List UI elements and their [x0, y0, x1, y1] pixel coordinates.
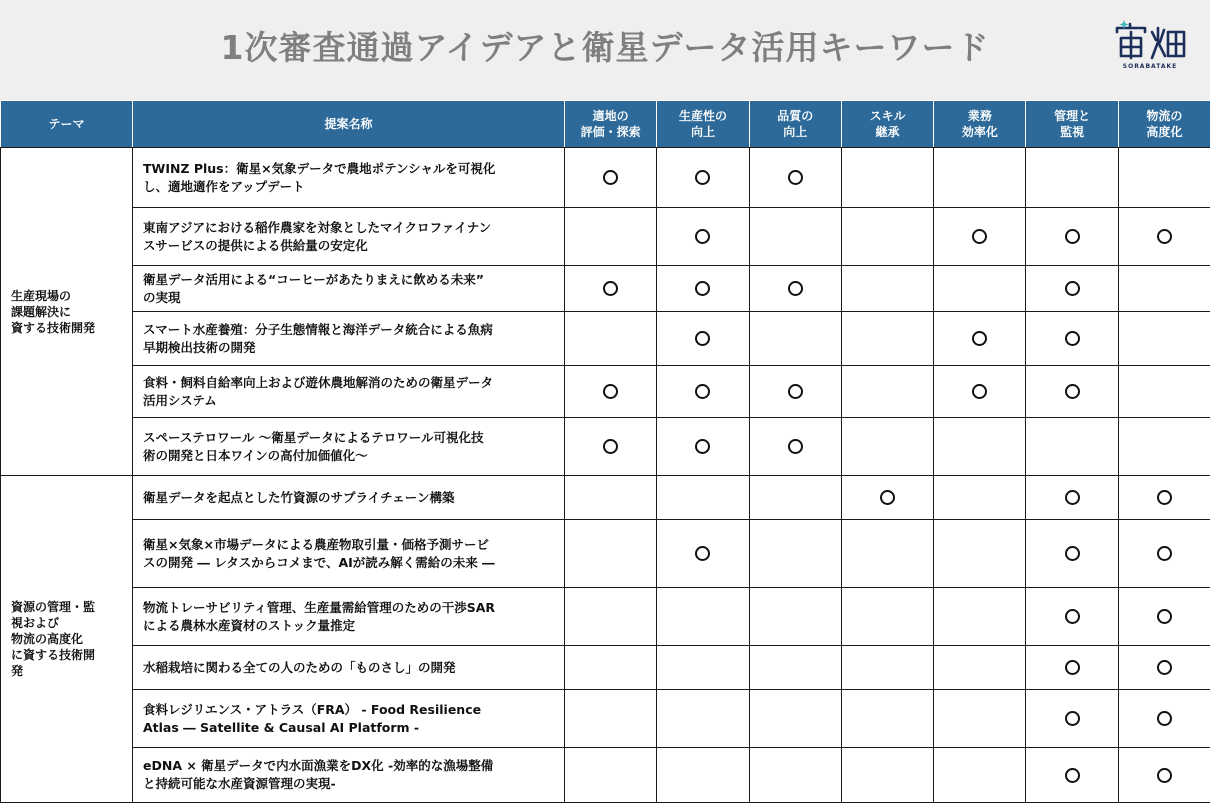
- circle-mark-icon: [695, 229, 710, 244]
- header-keyword: スキル 継承: [841, 101, 933, 148]
- circle-mark-icon: [788, 281, 803, 296]
- keyword-cell: [565, 646, 657, 690]
- keyword-cell: [657, 418, 749, 476]
- keyword-cell: [841, 266, 933, 312]
- proposal-name: TWINZ Plus：衛星×気象データで農地ポテンシャルを可視化: [143, 160, 496, 176]
- table-row: [1, 208, 1210, 266]
- table-row: [1, 646, 1210, 690]
- keyword-cell: [565, 312, 657, 366]
- theme-label: 発: [11, 664, 24, 678]
- keyword-cell: [1026, 418, 1118, 476]
- theme-label: に資する技術開: [11, 648, 96, 662]
- proposal-name-cell: [133, 366, 565, 418]
- theme-label: 資源の管理・監: [11, 600, 96, 614]
- keyword-cell: [749, 366, 841, 418]
- circle-mark-icon: [1157, 546, 1172, 561]
- circle-mark-icon: [880, 490, 895, 505]
- keyword-cell: [934, 418, 1026, 476]
- table-row: [1, 266, 1210, 312]
- proposal-name: 食料・飼料自給率向上および遊休農地解消のための衛星データ: [143, 374, 494, 390]
- circle-mark-icon: [1157, 768, 1172, 783]
- sorabatake-logo-icon: [1112, 18, 1188, 62]
- theme-cell: [1, 476, 133, 803]
- table-row: [1, 366, 1210, 418]
- keyword-cell: [934, 148, 1026, 208]
- keyword-cell: [749, 266, 841, 312]
- proposal-name: と持続可能な水産資源管理の実現-: [143, 776, 336, 791]
- proposal-name: スの開発 ― レタスからコメまで、AIが読み解く需給の未来 ―: [143, 554, 495, 570]
- circle-mark-icon: [1157, 609, 1172, 624]
- proposal-name: 衛星データを起点とした竹資源のサプライチェーン構築: [143, 489, 455, 505]
- proposal-name: の実現: [143, 289, 181, 305]
- circle-mark-icon: [972, 229, 987, 244]
- proposal-name: スペーステロワール ～衛星データによるテロワール可視化技: [143, 429, 484, 445]
- keyword-cell: [841, 690, 933, 748]
- circle-mark-icon: [788, 384, 803, 399]
- keyword-cell: [749, 208, 841, 266]
- circle-mark-icon: [1157, 229, 1172, 244]
- proposal-name: 水稲栽培に関わる全ての人のための「ものさし」の開発: [143, 659, 456, 675]
- keyword-cell: [749, 520, 841, 588]
- keyword-cell: [841, 588, 933, 646]
- proposal-name-cell: [133, 646, 565, 690]
- circle-mark-icon: [695, 384, 710, 399]
- keyword-cell: [1026, 476, 1118, 520]
- circle-mark-icon: [695, 439, 710, 454]
- proposal-name: し、適地適作をアップデート: [143, 178, 305, 194]
- keyword-cell: [565, 748, 657, 803]
- keyword-cell: [1118, 366, 1210, 418]
- table-body: [1, 148, 1210, 803]
- keyword-cell: [1026, 148, 1118, 208]
- page-header: [0, 0, 1210, 100]
- circle-mark-icon: [972, 331, 987, 346]
- keyword-cell: [749, 476, 841, 520]
- theme-label: 物流の高度化: [11, 632, 84, 646]
- circle-mark-icon: [695, 331, 710, 346]
- proposal-name: 早期検出技術の開発: [143, 339, 256, 355]
- circle-mark-icon: [1157, 711, 1172, 726]
- keyword-cell: [657, 588, 749, 646]
- keyword-cell: [934, 266, 1026, 312]
- keyword-cell: [841, 312, 933, 366]
- keyword-cell: [565, 208, 657, 266]
- keyword-cell: [1026, 520, 1118, 588]
- theme-label: 視および: [11, 616, 60, 630]
- keyword-cell: [934, 312, 1026, 366]
- header-keyword: 物流の 高度化: [1118, 101, 1210, 148]
- keyword-cell: [657, 312, 749, 366]
- proposal-name: 衛星データ活用による“コーヒーがあたりまえに飲める未来”: [143, 271, 484, 287]
- proposal-name: 東南アジアにおける稲作農家を対象としたマイクロファイナン: [143, 219, 492, 235]
- circle-mark-icon: [695, 546, 710, 561]
- keyword-cell: [1026, 208, 1118, 266]
- keyword-cell: [1118, 148, 1210, 208]
- keyword-cell: [657, 748, 749, 803]
- keyword-cell: [841, 148, 933, 208]
- circle-mark-icon: [695, 170, 710, 185]
- circle-mark-icon: [603, 439, 618, 454]
- proposal-name: eDNA × 衛星データで内水面漁業をDX化 -効率的な漁場整備: [143, 758, 494, 773]
- keyword-cell: [565, 366, 657, 418]
- keyword-cell: [1118, 312, 1210, 366]
- keyword-cell: [1118, 748, 1210, 803]
- ideas-keyword-table: [0, 100, 1210, 803]
- circle-mark-icon: [603, 281, 618, 296]
- table-header-row: [1, 101, 1210, 148]
- proposal-name: による農林水産資材のストック量推定: [143, 617, 356, 633]
- theme-label: 生産現場の: [11, 288, 72, 303]
- header-keyword: 生産性の 向上: [657, 101, 749, 148]
- header-keyword: 適地の 評価・探索: [565, 101, 657, 148]
- keyword-cell: [1118, 520, 1210, 588]
- keyword-cell: [657, 148, 749, 208]
- keyword-cell: [841, 748, 933, 803]
- circle-mark-icon: [1065, 331, 1080, 346]
- theme-cell: [1, 148, 133, 476]
- table-row: [1, 520, 1210, 588]
- proposal-name: 活用システム: [143, 392, 217, 408]
- circle-mark-icon: [972, 384, 987, 399]
- circle-mark-icon: [603, 384, 618, 399]
- logo-wordmark: SORABATAKE: [1122, 63, 1178, 70]
- keyword-cell: [1118, 690, 1210, 748]
- theme-label: 課題解決に: [11, 304, 72, 319]
- keyword-cell: [657, 366, 749, 418]
- proposal-name: スサービスの提供による供給量の安定化: [143, 237, 368, 253]
- keyword-cell: [749, 690, 841, 748]
- header-keyword: 品質の 向上: [749, 101, 841, 148]
- keyword-cell: [565, 148, 657, 208]
- table-row: [1, 588, 1210, 646]
- keyword-cell: [841, 418, 933, 476]
- circle-mark-icon: [1065, 768, 1080, 783]
- proposal-name-cell: [133, 148, 565, 208]
- circle-mark-icon: [695, 281, 710, 296]
- keyword-cell: [657, 266, 749, 312]
- keyword-cell: [1026, 646, 1118, 690]
- keyword-cell: [1026, 266, 1118, 312]
- header-proposal-name: 提案名称: [133, 101, 565, 148]
- keyword-cell: [657, 520, 749, 588]
- proposal-name: Atlas ― Satellite & Causal AI Platform -: [143, 719, 420, 735]
- keyword-cell: [1026, 366, 1118, 418]
- keyword-cell: [934, 520, 1026, 588]
- keyword-cell: [934, 588, 1026, 646]
- keyword-cell: [1118, 208, 1210, 266]
- proposal-name: スマート水産養殖：分子生態情報と海洋データ統合による魚病: [143, 321, 493, 337]
- keyword-cell: [1118, 476, 1210, 520]
- circle-mark-icon: [1157, 660, 1172, 675]
- table-row: [1, 690, 1210, 748]
- header-keyword: 業務 効率化: [934, 101, 1026, 148]
- keyword-cell: [657, 690, 749, 748]
- header-keyword: 管理と 監視: [1026, 101, 1118, 148]
- circle-mark-icon: [1157, 490, 1172, 505]
- keyword-cell: [934, 690, 1026, 748]
- keyword-cell: [1026, 588, 1118, 646]
- table-row: [1, 418, 1210, 476]
- table-row: [1, 476, 1210, 520]
- keyword-cell: [749, 418, 841, 476]
- keyword-cell: [565, 476, 657, 520]
- keyword-cell: [749, 646, 841, 690]
- keyword-cell: [1026, 690, 1118, 748]
- theme-label: 資する技術開発: [11, 320, 96, 335]
- keyword-cell: [934, 646, 1026, 690]
- circle-mark-icon: [788, 439, 803, 454]
- proposal-name: 物流トレーサビリティ管理、生産量需給管理のための干渉SAR: [143, 599, 496, 615]
- keyword-cell: [565, 520, 657, 588]
- page-title: 1次審査通過アイデアと衛星データ活用キーワード: [220, 28, 990, 67]
- keyword-cell: [749, 148, 841, 208]
- table-row: [1, 148, 1210, 208]
- keyword-cell: [1118, 588, 1210, 646]
- keyword-cell: [749, 748, 841, 803]
- keyword-cell: [1026, 312, 1118, 366]
- proposal-name-cell: [133, 208, 565, 266]
- keyword-cell: [1118, 418, 1210, 476]
- proposal-name-cell: [133, 588, 565, 646]
- keyword-cell: [565, 418, 657, 476]
- proposal-name-cell: [133, 266, 565, 312]
- keyword-cell: [841, 208, 933, 266]
- proposal-name-cell: [133, 476, 565, 520]
- proposal-name-cell: [133, 748, 565, 803]
- circle-mark-icon: [1065, 660, 1080, 675]
- sorabatake-logo: [1112, 18, 1188, 76]
- circle-mark-icon: [1065, 281, 1080, 296]
- circle-mark-icon: [1065, 490, 1080, 505]
- keyword-cell: [565, 690, 657, 748]
- keyword-cell: [841, 520, 933, 588]
- keyword-cell: [934, 208, 1026, 266]
- proposal-name-cell: [133, 520, 565, 588]
- table-row: [1, 748, 1210, 803]
- keyword-cell: [841, 366, 933, 418]
- keyword-cell: [749, 588, 841, 646]
- proposal-name: 衛星×気象×市場データによる農産物取引量・価格予測サービ: [143, 536, 489, 552]
- keyword-cell: [749, 312, 841, 366]
- keyword-cell: [1026, 748, 1118, 803]
- keyword-cell: [1118, 646, 1210, 690]
- header-theme: テーマ: [1, 101, 133, 148]
- keyword-cell: [657, 208, 749, 266]
- circle-mark-icon: [603, 170, 618, 185]
- keyword-cell: [934, 366, 1026, 418]
- keyword-cell: [565, 266, 657, 312]
- keyword-cell: [657, 476, 749, 520]
- keyword-cell: [841, 476, 933, 520]
- circle-mark-icon: [1065, 609, 1080, 624]
- keyword-cell: [934, 476, 1026, 520]
- table-row: [1, 312, 1210, 366]
- keyword-cell: [1118, 266, 1210, 312]
- proposal-name: 術の開発と日本ワインの高付加価値化～: [143, 447, 368, 463]
- proposal-name-cell: [133, 690, 565, 748]
- circle-mark-icon: [1065, 711, 1080, 726]
- circle-mark-icon: [1065, 546, 1080, 561]
- proposal-name: 食料レジリエンス・アトラス（FRA） - Food Resilience: [143, 701, 482, 717]
- keyword-cell: [565, 588, 657, 646]
- proposal-name-cell: [133, 312, 565, 366]
- keyword-cell: [841, 646, 933, 690]
- proposal-name-cell: [133, 418, 565, 476]
- circle-mark-icon: [1065, 229, 1080, 244]
- keyword-cell: [657, 646, 749, 690]
- circle-mark-icon: [788, 170, 803, 185]
- circle-mark-icon: [1065, 384, 1080, 399]
- keyword-cell: [934, 748, 1026, 803]
